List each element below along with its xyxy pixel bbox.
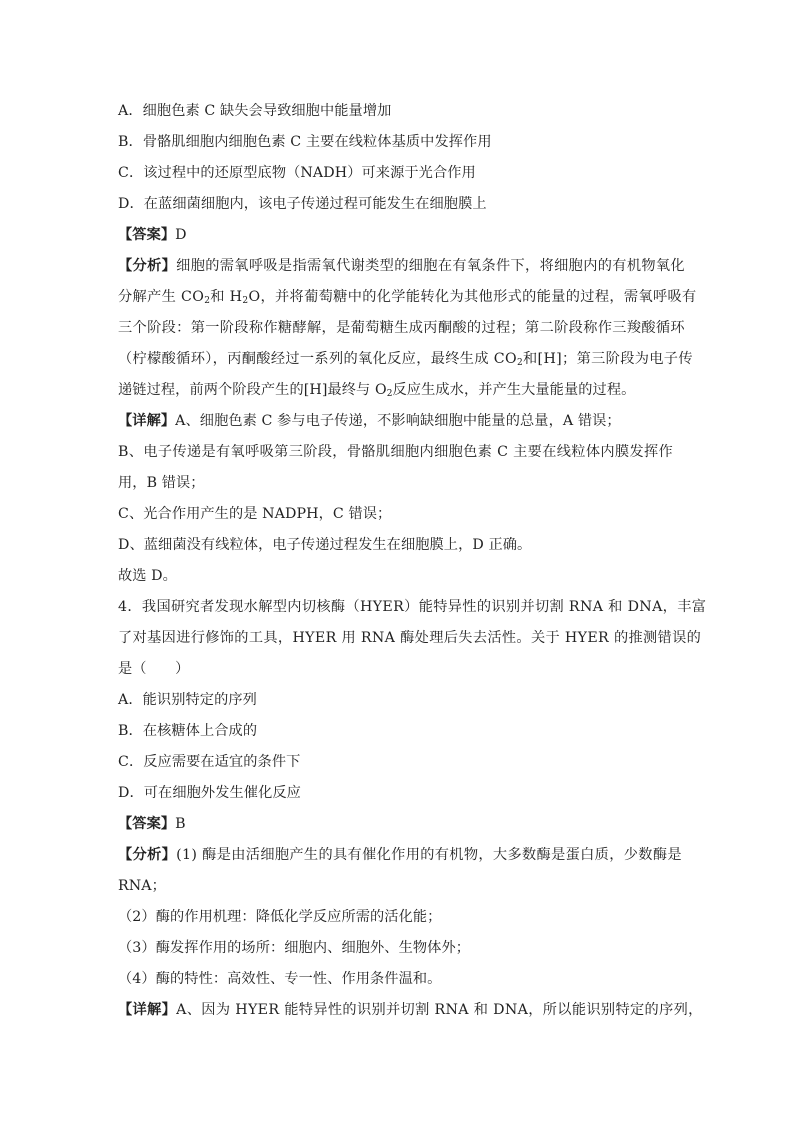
q4-detail-line-1: 【详解】A、因为 HYER 能特异性的识别并切割 RNA 和 DNA，所以能识别特定的序列， [118, 1002, 703, 1018]
q4-analysis-line-4: （3）酶发挥作用的场所：细胞内、细胞外、生物体外； [118, 940, 471, 956]
answer-label: 【答案】 [118, 816, 176, 832]
q4-stem-line-3: 是（ ） [118, 661, 190, 677]
q3-answer [118, 225, 187, 245]
q4-analysis-line-2: RNA； [118, 878, 166, 894]
q3-detail-line-5: D、蓝细菌没有线粒体，电子传递过程发生在细胞膜上，D 正确。 [118, 537, 532, 553]
q4-stem-line-2: 了对基因进行修饰的工具，HYER 用 RNA 酶处理后失去活性。关于 HYER 的推测错误的 [118, 630, 702, 646]
q4-analysis-line-1: 【分析】(1) 酶是由活细胞产生的具有催化作用的有机物，大多数酶是蛋白质，少数酶是 [118, 847, 682, 863]
q4-option-c: C．反应需要在适宜的条件下 [118, 754, 301, 770]
q3-detail-line-2: B、电子传递是有氧呼吸第三阶段，骨骼肌细胞内细胞色素 C 主要在线粒体内膜发挥作 [118, 444, 674, 460]
q3-analysis-line-4: （柠檬酸循环），丙酮酸经过一系列的氧化反应，最终生成 $CO_2$和[H]；第三阶段为电子传 [118, 351, 693, 368]
q3-analysis-line-5: 递链过程，前两个阶段产生的[H]最终与 $O_2$反应生成水，并产生大量能量的过程。 [118, 382, 636, 399]
answer-value: D [175, 227, 187, 243]
q3-option-d: D．在蓝细菌细胞内，该电子传递过程可能发生在细胞膜上 [118, 196, 487, 212]
q4-stem-line-1: 4．我国研究者发现水解型内切核酶（HYER）能特异性的识别并切割 RNA 和 DNA，丰富 [118, 599, 707, 615]
detail-label: 【详解】 [118, 1002, 177, 1018]
analysis-label: 【分析】 [118, 258, 177, 274]
answer-value: B [175, 816, 186, 832]
q3-detail-line-4: C、光合作用产生的是 NADPH，C 错误； [118, 506, 392, 522]
q3-detail-line-6: 故选 D。 [118, 568, 177, 584]
q3-detail-line-3: 用，B 错误； [118, 475, 205, 491]
analysis-text: 细胞的需氧呼吸是指需氧代谢类型的细胞在有氧条件下，将细胞内的有机物氧化 [176, 258, 685, 274]
q4-analysis-line-5: （4）酶的特性：高效性、专一性、作用条件温和。 [118, 971, 442, 987]
q3-option-b: B．骨骼肌细胞内细胞色素 C 主要在线粒体基质中发挥作用 [118, 134, 492, 150]
q3-analysis-line-2: 分解产生 $CO_2$和 $H_2O$，并将葡萄糖中的化学能转化为其他形式的能量的过程，需氧呼吸有 [118, 289, 697, 306]
detail-label: 【详解】 [118, 413, 176, 429]
analysis-label: 【分析】 [118, 847, 177, 863]
q4-option-b: B．在核糖体上合成的 [118, 723, 258, 739]
q4-answer [118, 814, 186, 834]
q3-analysis-line-3: 三个阶段：第一阶段称作糖酵解，是葡萄糖生成丙酮酸的过程；第二阶段称作三羧酸循环 [118, 320, 685, 336]
q3-analysis-line-1 [118, 256, 685, 276]
q3-detail-line-1: 【详解】A、细胞色素 C 参与电子传递，不影响缺细胞中能量的总量，A 错误； [118, 413, 621, 429]
q4-analysis-line-3: （2）酶的作用机理：降低化学反应所需的活化能； [118, 909, 442, 925]
q4-option-d: D．可在细胞外发生催化反应 [118, 785, 301, 801]
q4-option-a: A．能识别特定的序列 [118, 692, 257, 708]
q3-option-a: A．细胞色素 C 缺失会导致细胞中能量增加 [118, 103, 392, 119]
answer-label: 【答案】 [118, 227, 176, 243]
q3-option-c: C．该过程中的还原型底物（NADH）可来源于光合作用 [118, 165, 476, 181]
